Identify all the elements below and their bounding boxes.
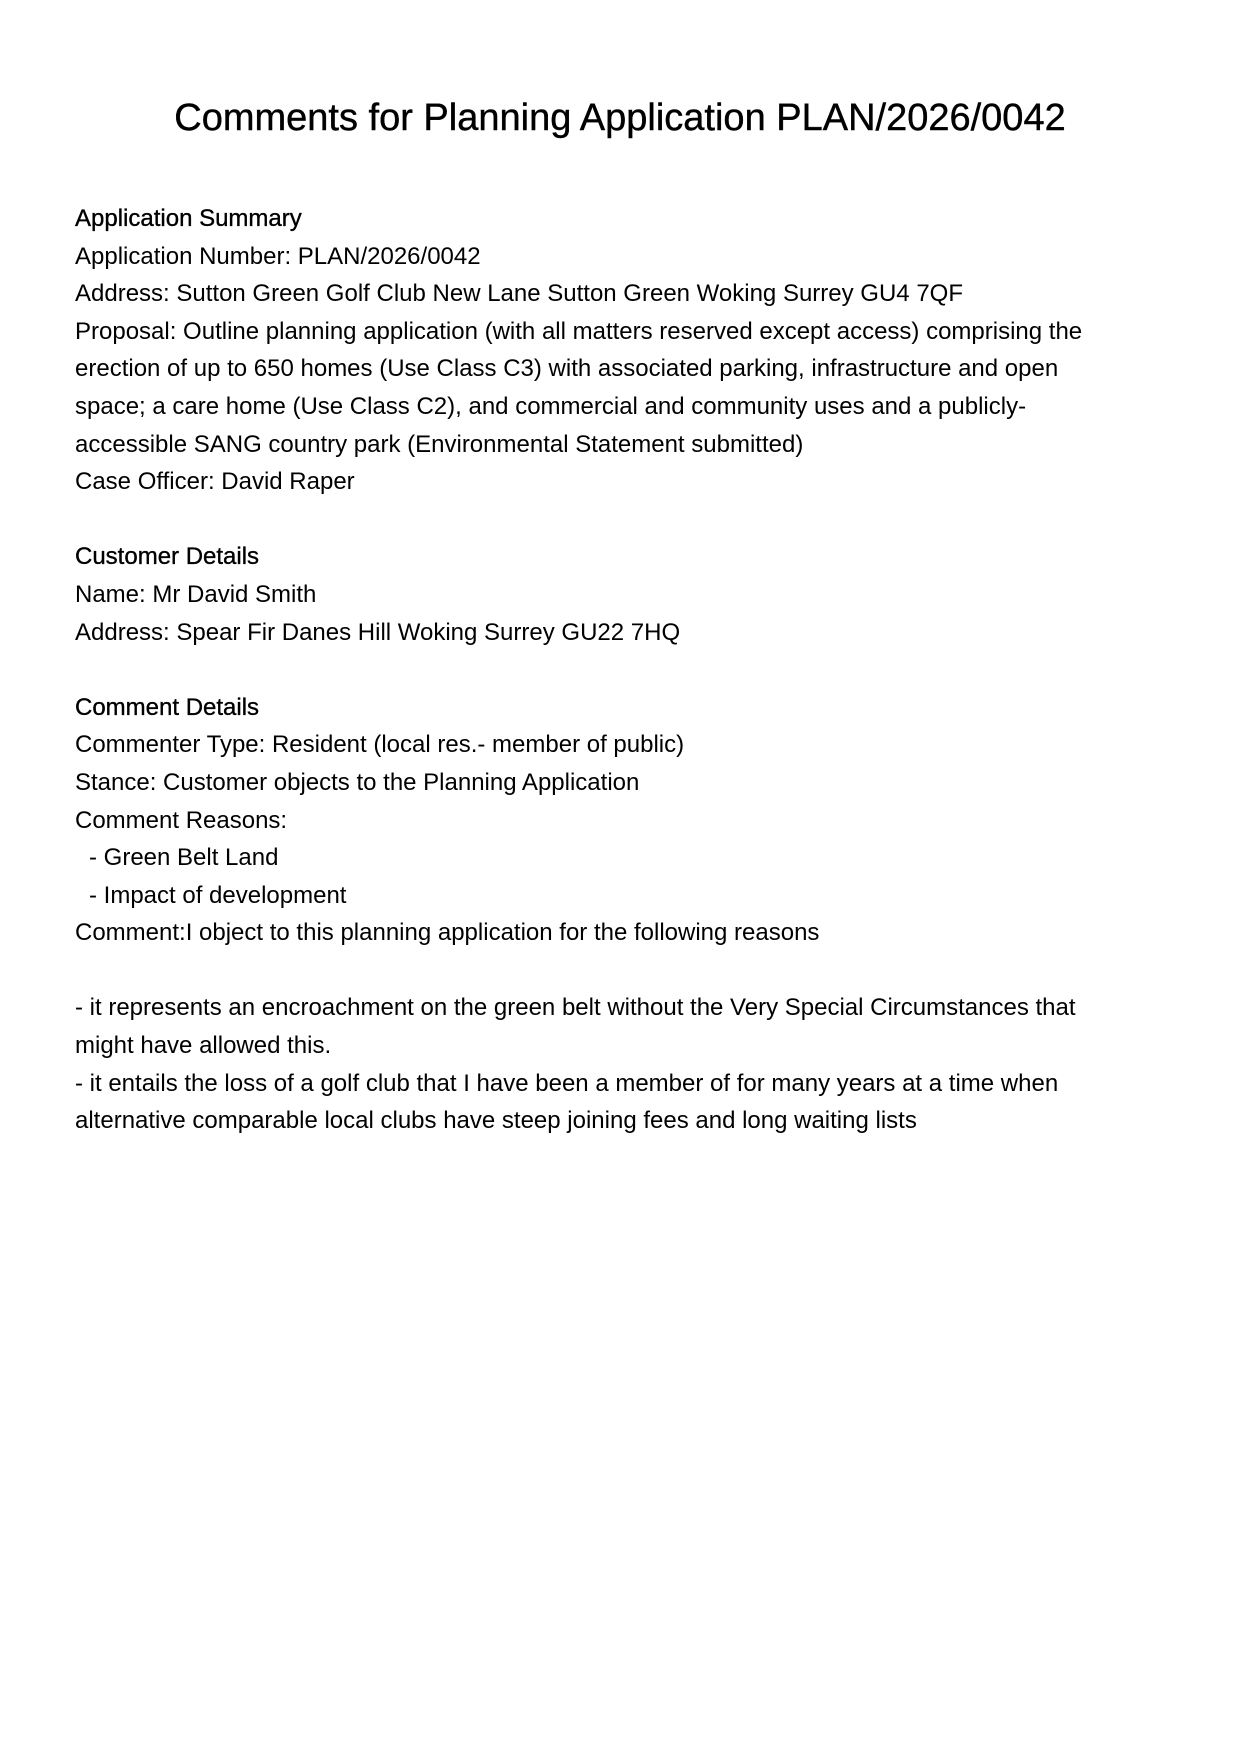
comment-point: - it entails the loss of a golf club that I have been a member of for many years at a time when alternative comparable local clubs have steep joining fees and long waiting lists <box>75 1069 1059 1135</box>
comment-reason-item: - Impact of development <box>89 881 347 909</box>
comment-point: - it represents an encroachment on the green belt without the Very Special Circumstances that might have allowed this. <box>75 994 1076 1060</box>
customer-details-section <box>75 538 1165 651</box>
customer-name: Name: Mr David Smith <box>75 580 317 608</box>
application-summary-section <box>75 200 1165 501</box>
document-content <box>75 200 1165 1177</box>
customer-address: Address: Spear Fir Danes Hill Woking Surrey GU22 7HQ <box>75 618 681 646</box>
page-title: Comments for Planning Application PLAN/2026/0042 <box>174 97 1066 139</box>
comment-details-heading: Comment Details <box>75 693 260 721</box>
comment-reason-item: - Green Belt Land <box>89 844 279 872</box>
comment-intro: Comment:I object to this planning application for the following reasons <box>75 919 820 947</box>
customer-details-heading: Customer Details <box>75 543 260 571</box>
application-address: Address: Sutton Green Golf Club New Lane Sutton Green Woking Surrey GU4 7QF <box>75 280 963 308</box>
commenter-type: Commenter Type: Resident (local res.- member of public) <box>75 731 685 759</box>
case-officer: Case Officer: David Raper <box>75 468 355 496</box>
blank-line <box>75 952 1165 990</box>
application-summary-heading: Application Summary <box>75 205 302 232</box>
application-proposal: Proposal: Outline planning application (with all matters reserved except access) comprising the erection of up to 650 homes (Use Class C3) with associated parking, infrastructure and open space; a care home (Use Class C2), and commercial and community uses and a publicly-accessible SANG country park (Environmental Statement submitted) <box>75 317 1083 458</box>
comment-details-section <box>75 689 1165 1140</box>
application-number: Application Number: PLAN/2026/0042 <box>75 242 481 270</box>
comment-stance: Stance: Customer objects to the Planning Application <box>75 768 640 796</box>
comment-reasons-label: Comment Reasons: <box>75 806 288 834</box>
